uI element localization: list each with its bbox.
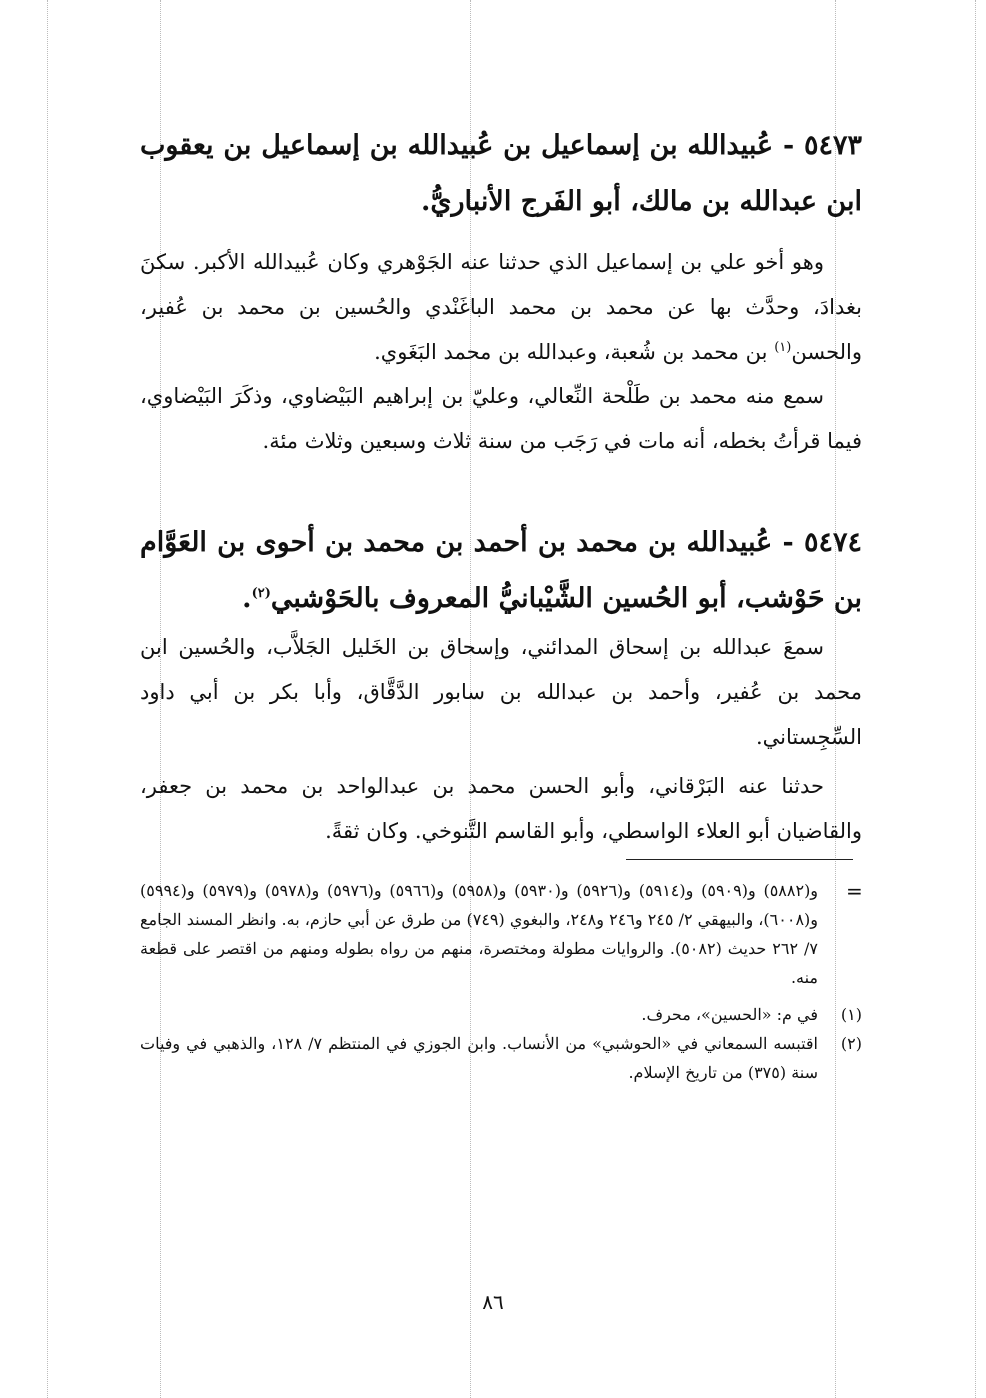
paragraph-text: حدثنا عنه البَرْقاني، وأبو الحسن محمد بن عبدالواحد بن محمد بن جعفر، والقاضيان أبو العلاء الواسطي، وأبو القاسم التَّنوخي. وكان ثقةً. — [140, 774, 862, 843]
entry-heading-5473 — [140, 118, 862, 230]
footnote-separator — [626, 859, 853, 860]
paragraph-text: سمعَ عبدالله بن إسحاق المدائني، وإسحاق بن الخَليل الجَلاَّب، والحُسين ابن محمد بن عُفير، وأحمد بن عبدالله بن سابور الدَّقَّاق، وأبا بكر بن أبي داود السِّجِستاني. — [140, 635, 862, 749]
footnote-ref-2: (٢) — [251, 586, 271, 601]
entry-heading-5474 — [140, 515, 862, 627]
entry-title-end: . — [242, 583, 252, 614]
entry-title: عُبيدالله بن محمد بن أحمد بن محمد بن أحوى بن العَوَّام بن حَوْشب، أبو الحُسين الشَّيْبانيُّ المعروف بالحَوْشبي — [140, 527, 862, 614]
footnote-number: (٢) — [840, 1034, 862, 1053]
entry-number: ٥٤٧٤ — [804, 527, 863, 558]
scan-artifact-line — [47, 0, 48, 1398]
continuation-mark: = — [846, 879, 863, 903]
footnote-2 — [140, 1029, 862, 1087]
paragraph-text: سمع منه محمد بن طَلْحة النِّعالي، وعليّ بن إبراهيم البَيْضاوي، وذكَرَ البَيْضاوي، فيما قرأتُ بخطه، أنه مات في رَجَب من سنة ثلاث وسبعين وثلاث مئة. — [140, 384, 862, 453]
footnotes — [140, 876, 862, 1087]
page-number: ٨٦ — [482, 1290, 504, 1314]
footnote-text: في م: «الحسين»، محرف. — [641, 1005, 818, 1024]
entry-dash: - — [773, 130, 795, 161]
entry-paragraph — [140, 374, 862, 464]
paragraph-text: وهو أخو علي بن إسماعيل الذي حدثنا عنه الجَوْهري وكان عُبيدالله الأكبر. سكنَ بغدادَ، وحدَّث بها عن محمد بن محمد الباغَنْدي والحُسين بن محمد بن عُفير، والحسن — [140, 250, 862, 364]
footnote-ref-1: (١) — [774, 340, 792, 355]
entry-number: ٥٤٧٣ — [804, 130, 863, 161]
entry-title: عُبيدالله بن إسماعيل بن عُبيدالله بن إسماعيل بن يعقوب ابن عبدالله بن مالك، أبو الفَرج الأنباريُّ. — [140, 130, 862, 217]
entry-paragraph — [140, 625, 862, 760]
entry-paragraph — [140, 764, 862, 854]
scan-artifact-line — [975, 0, 976, 1398]
entry-dash: - — [772, 527, 794, 558]
paragraph-text: بن محمد بن شُعبة، وعبدالله بن محمد البَغَوي. — [374, 340, 775, 364]
entry-paragraph — [140, 240, 862, 375]
footnote-continuation: و(٥٨٨٢) و(٥٩٠٩) و(٥٩١٤) و(٥٩٢٦) و(٥٩٣٠) و(٥٩٥٨) و(٥٩٦٦) و(٥٩٧٦) و(٥٩٧٨) و(٥٩٧٩) و(٥٩٩٤) و(٦٠٠٨)، والبيهقي ٢/ ٢٤٥ و٢٤٦ و٢٤٨، والبغوي (٧٤٩) من طرق عن أبي حازم، به. وانظر المسند الجامع ٧/ ٢٦٢ حديث (٥٠٨٢). والروايات مطولة ومختصرة، منهم من رواه بطوله ومنهم من اقتصر على قطعة منه. — [140, 881, 819, 987]
footnote-1 — [140, 1000, 862, 1029]
footnote-text: اقتبسه السمعاني في «الحوشبي» من الأنساب. وابن الجوزي في المنتظم ٧/ ١٢٨، والذهبي في وفيات سنة (٣٧٥) من تاريخ الإسلام. — [140, 1034, 818, 1082]
footnote-number: (١) — [840, 1005, 862, 1024]
